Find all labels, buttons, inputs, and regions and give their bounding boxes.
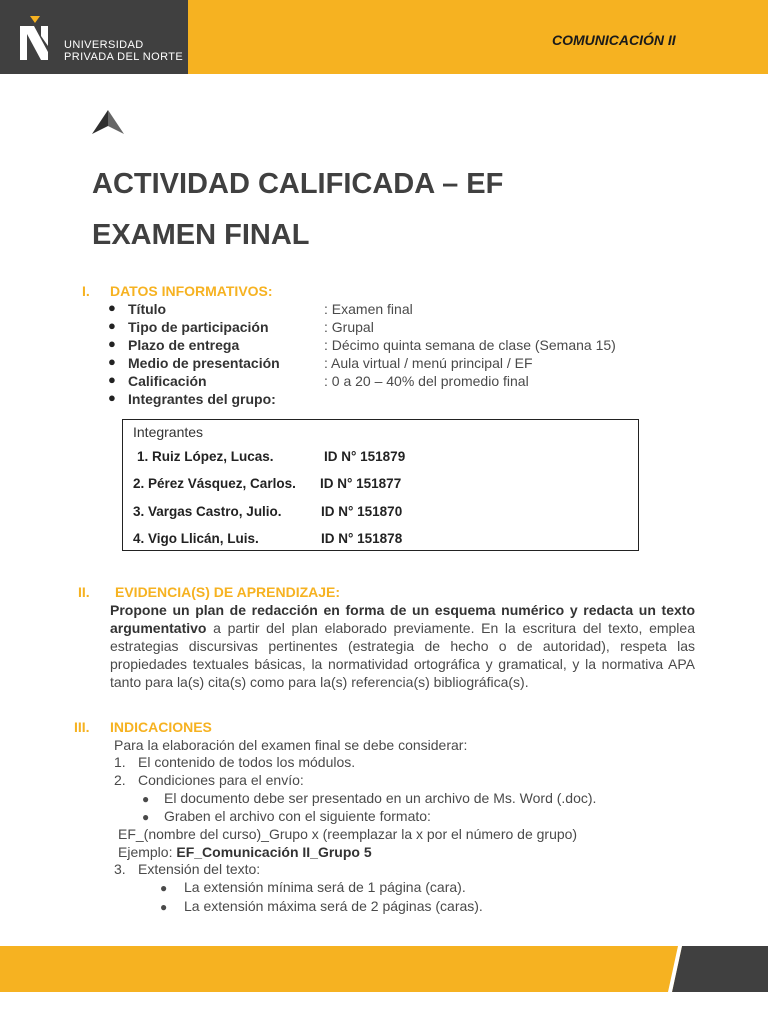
member-name: 3. Vargas Castro, Julio.	[133, 504, 282, 519]
navigation-arrow-icon	[90, 108, 126, 138]
member-name: 1. Ruiz López, Lucas.	[137, 449, 274, 464]
page-title-line2: EXAMEN FINAL	[92, 219, 310, 251]
info-label: Medio de presentación	[128, 355, 280, 371]
bullet-icon: ●	[108, 390, 116, 405]
indication-item3-bullet2: La extensión máxima será de 2 páginas (caras).	[184, 898, 483, 914]
bullet-icon: ●	[142, 792, 150, 806]
info-label: Tipo de participación	[128, 319, 269, 335]
info-label: Integrantes del grupo:	[128, 391, 276, 407]
indication-item1: El contenido de todos los módulos.	[138, 754, 356, 770]
bullet-icon: ●	[108, 354, 116, 369]
university-logo-icon	[18, 16, 50, 62]
logo-text-line1: UNIVERSIDAD	[64, 39, 144, 51]
members-header: Integrantes	[133, 424, 204, 440]
bullet-icon: ●	[108, 372, 116, 387]
bullet-icon: ●	[108, 318, 116, 333]
section2-number: II.	[78, 584, 90, 600]
bullet-icon: ●	[108, 300, 116, 315]
info-label: Plazo de entrega	[128, 337, 240, 353]
info-value: : Aula virtual / menú principal / EF	[324, 355, 533, 371]
evidence-bold-text: Propone un plan de redacción en forma de un esquema numérico y redacta un texto argumentativo	[110, 602, 695, 636]
list-number: 1.	[114, 754, 126, 770]
indication-item2-bullet1: El documento debe ser presentado en un archivo de Ms. Word (.doc).	[164, 790, 597, 806]
page-footer	[0, 946, 768, 992]
member-id: ID N° 151870	[321, 504, 403, 519]
info-label: Título	[128, 301, 167, 317]
member-id: ID N° 151877	[320, 476, 402, 491]
members-table	[122, 419, 639, 551]
example-value: EF_Comunicación II_Grupo 5	[176, 844, 372, 860]
member-name: 2. Pérez Vásquez, Carlos.	[133, 476, 296, 491]
indication-item2: Condiciones para el envío:	[138, 772, 304, 788]
info-value: : Grupal	[324, 319, 374, 335]
bullet-icon: ●	[108, 336, 116, 351]
indication-item3: Extensión del texto:	[138, 861, 261, 877]
section3-number: III.	[74, 719, 90, 735]
indication-item2-bullet2: Graben el archivo con el siguiente formato:	[164, 808, 431, 824]
university-logo	[0, 0, 188, 74]
indication-item3-bullet1: La extensión mínima será de 1 página (cara).	[184, 879, 466, 895]
evidence-paragraph	[110, 601, 695, 691]
indications-intro: Para la elaboración del examen final se debe considerar:	[114, 737, 468, 753]
info-label: Calificación	[128, 373, 207, 389]
page-title-line1: ACTIVIDAD CALIFICADA – EF	[92, 168, 504, 200]
bullet-icon: ●	[160, 900, 168, 914]
section1-number: I.	[82, 283, 90, 299]
info-value: : Examen final	[324, 301, 413, 317]
logo-text-line2: PRIVADA DEL NORTE	[64, 51, 184, 63]
info-value: : 0 a 20 – 40% del promedio final	[324, 373, 529, 389]
section3-title: INDICACIONES	[110, 719, 212, 735]
section2-title: EVIDENCIA(S) DE APRENDIZAJE:	[115, 584, 341, 600]
example-label: Ejemplo:	[118, 844, 177, 860]
evidence-text: a partir del plan elaborado previamente. En la escritura del texto, emplea estrategias discursivas pertinentes (estrategia de hecho o de autoridad), respeta las propiedades textuales básicas, la normatividad ortográfica y gramatical, y la normativa APA tanto para la(s) cita(s) como para la(s) referencia(s) bibliográfica(s).	[110, 620, 695, 690]
section1-title: DATOS INFORMATIVOS:	[110, 283, 273, 299]
bullet-icon: ●	[142, 810, 150, 824]
member-id: ID N° 151879	[324, 449, 406, 464]
footer-corner	[668, 946, 768, 992]
course-title: COMUNICACIÓN II	[552, 32, 676, 48]
info-value: : Décimo quinta semana de clase (Semana 15)	[324, 337, 616, 353]
bullet-icon: ●	[160, 881, 168, 895]
member-name: 4. Vigo Llicán, Luis.	[133, 531, 259, 546]
list-number: 2.	[114, 772, 126, 788]
format-line: EF_(nombre del curso)_Grupo x (reemplazar la x por el número de grupo)	[118, 826, 578, 842]
list-number: 3.	[114, 861, 126, 877]
example-line	[118, 844, 372, 860]
member-id: ID N° 151878	[321, 531, 403, 546]
